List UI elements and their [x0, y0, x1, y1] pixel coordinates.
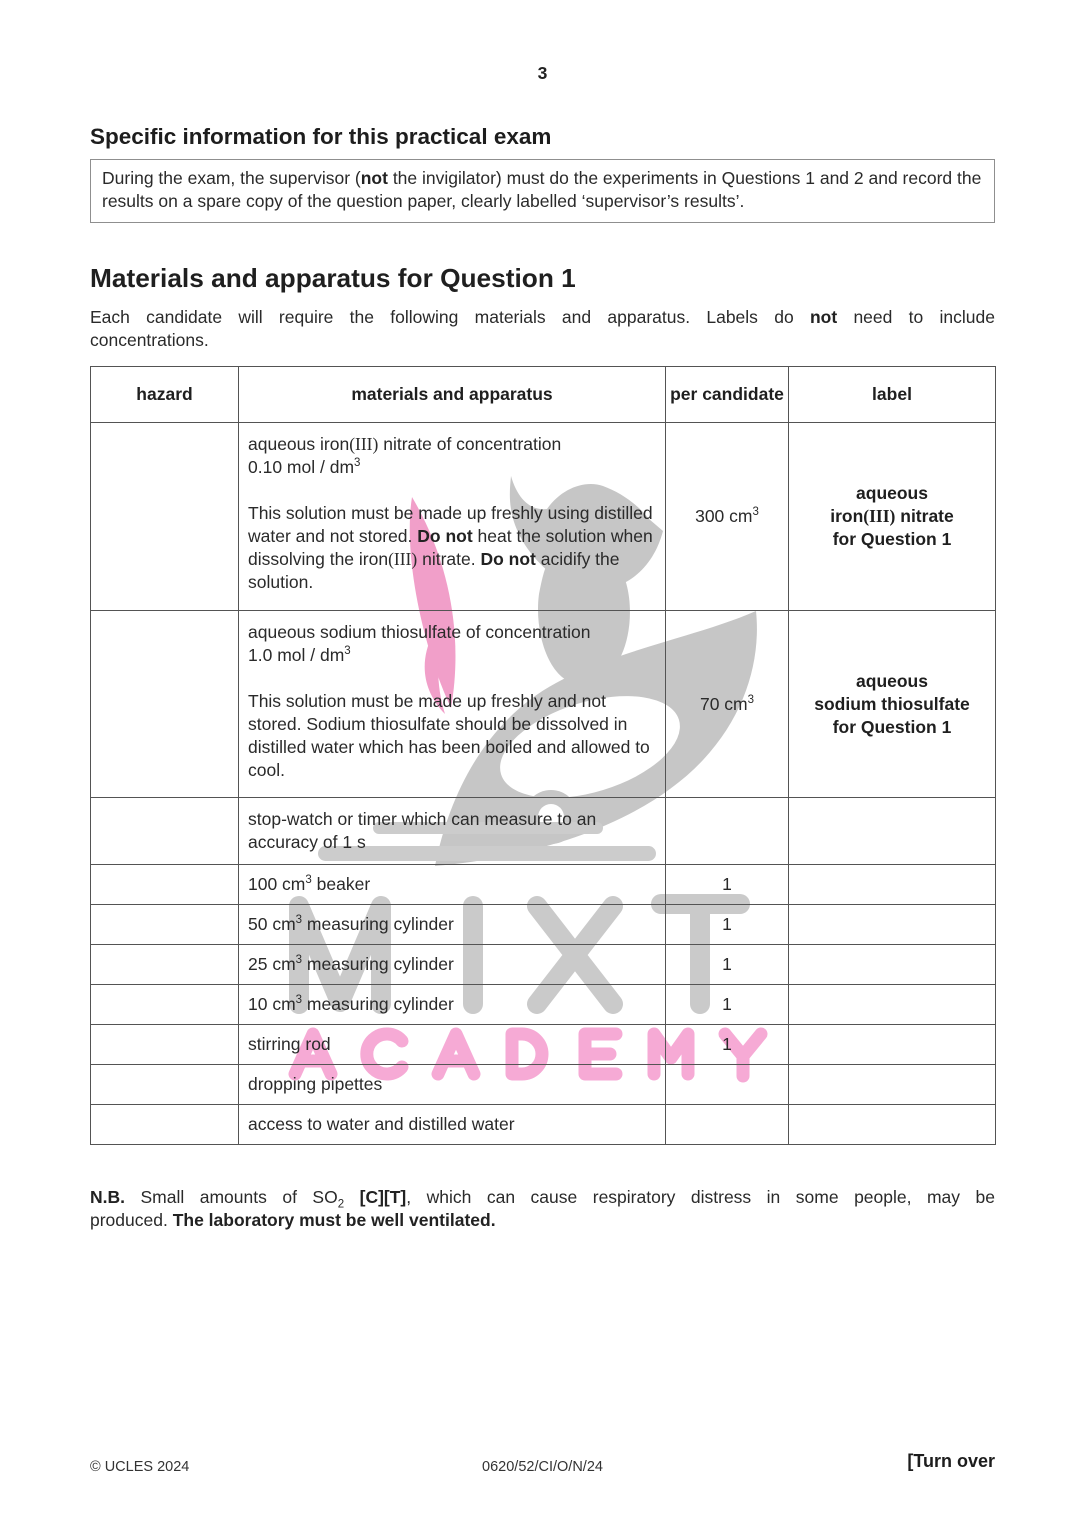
footer-paper-code: 0620/52/CI/O/N/24	[482, 1459, 603, 1475]
hazard-cell	[91, 611, 239, 798]
hazard-cell	[91, 1065, 239, 1105]
materials-paragraph: This solution must be made up freshly using distilled water and not stored. Do not heat the solution when dissolving the iron(III) nitrate. Do not acidify the solution.	[248, 503, 653, 592]
superscript-3: 3	[295, 994, 303, 1007]
materials-cell: 10 $cm^3$ measuring cylinder	[239, 985, 666, 1025]
label-cell	[789, 945, 996, 985]
label-cell	[789, 1105, 996, 1145]
intro-line1: Each candidate will require the following materials and apparatus. Labels do not need to include	[90, 306, 995, 327]
materials-cell: 50 $cm^3$ measuring cylinder	[239, 905, 666, 945]
materials-cell	[239, 611, 666, 798]
per-candidate-cell	[666, 1065, 789, 1105]
materials-line2: 1.0 mol / $dm^3$	[248, 645, 351, 665]
label-cell: aqueous sodium thiosulfate for Question 1	[789, 611, 996, 798]
section-heading: Materials and apparatus for Question 1	[90, 262, 576, 293]
superscript-3: 3	[305, 874, 312, 887]
table-row-25-cylinder	[91, 945, 996, 985]
per-candidate-cell	[666, 1105, 789, 1145]
hazard-cell	[91, 1105, 239, 1145]
nb-line2: produced. The laboratory must be well ventilated.	[90, 1209, 496, 1230]
per-candidate-cell: 1	[666, 865, 789, 905]
materials-line1: aqueous iron(III) nitrate of concentration	[248, 434, 562, 454]
hazard-cell	[91, 905, 239, 945]
materials-paragraph: This solution must be made up freshly and not stored. Sodium thiosulfate should be dissolved in distilled water which has been boiled and allowed to cool.	[248, 691, 650, 780]
table-row-sodium-thiosulfate	[91, 611, 996, 798]
table-row-iron-nitrate	[91, 423, 996, 611]
label-cell	[789, 985, 996, 1025]
superscript-3: 3	[295, 914, 303, 927]
nb-paragraph	[90, 1186, 995, 1232]
table-row-10-cylinder	[91, 985, 996, 1025]
note-line2: and record the results on a spare copy of the question paper, clearly labelled ‘supervisor’s results’.	[102, 168, 982, 211]
per-candidate-cell: 1	[666, 985, 789, 1025]
note-line1: During the exam, the supervisor (not the invigilator) must do the experiments in Questions 1 and 2	[102, 168, 864, 188]
hazard-cell	[91, 985, 239, 1025]
table-row-stopwatch	[91, 798, 996, 865]
page-number: 3	[537, 63, 548, 83]
label-cell	[789, 1025, 996, 1065]
label-cell	[789, 798, 996, 865]
materials-cell	[239, 423, 666, 611]
subscript-2: 2	[337, 1198, 345, 1210]
superscript-3: 3	[344, 645, 351, 658]
footer-turn-over: [Turn over	[907, 1451, 995, 1471]
table-row-stirring-rod	[91, 1025, 996, 1065]
materials-cell: dropping pipettes	[239, 1065, 666, 1105]
hazard-cell	[91, 945, 239, 985]
per-candidate-cell: 1	[666, 1025, 789, 1065]
materials-cell: 25 $cm^3$ measuring cylinder	[239, 945, 666, 985]
supervisor-note-box	[90, 159, 995, 223]
header-hazard: hazard	[91, 367, 239, 423]
table-row-water-access	[91, 1105, 996, 1145]
materials-cell: access to water and distilled water	[239, 1105, 666, 1145]
label-cell	[789, 905, 996, 945]
per-candidate-cell: 300 $cm^3$	[666, 423, 789, 611]
intro-line2: concentrations.	[90, 329, 209, 350]
materials-cell: 100 $cm^3$ beaker	[239, 865, 666, 905]
header-materials: materials and apparatus	[239, 367, 666, 423]
label-cell	[789, 865, 996, 905]
hazard-cell	[91, 1025, 239, 1065]
header-per-candidate: per candidate	[666, 367, 789, 423]
table-row-beaker	[91, 865, 996, 905]
per-candidate-cell	[666, 798, 789, 865]
hazard-cell	[91, 798, 239, 865]
table-row-50-cylinder	[91, 905, 996, 945]
page-content	[90, 0, 995, 1536]
table-row-dropping-pipettes	[91, 1065, 996, 1105]
superscript-3: 3	[295, 954, 303, 967]
materials-cell: stop-watch or timer which can measure to an accuracy of 1 s	[239, 798, 666, 865]
page-title: Specific information for this practical exam	[90, 124, 552, 150]
per-candidate-cell: 1	[666, 905, 789, 945]
hazard-cell	[91, 865, 239, 905]
materials-line1: aqueous sodium thiosulfate of concentration	[248, 622, 591, 642]
label-cell: aqueous iron(III) nitrate for Question 1	[789, 423, 996, 611]
hazard-cell	[91, 423, 239, 611]
footer-copyright: © UCLES 2024	[90, 1459, 190, 1475]
superscript-3: 3	[747, 693, 755, 706]
label-cell	[789, 1065, 996, 1105]
materials-cell: stirring rod	[239, 1025, 666, 1065]
intro-paragraph	[90, 306, 995, 352]
per-candidate-cell: 1	[666, 945, 789, 985]
materials-line2: 0.10 mol / $dm^3$	[248, 457, 361, 477]
nb-line1: N.B. Small amounts of $SO_2$ [C][T], which can cause respiratory distress in some people, may be	[90, 1186, 995, 1210]
header-label: label	[789, 367, 996, 423]
superscript-3: 3	[354, 457, 361, 470]
superscript-3: 3	[752, 506, 759, 519]
materials-table	[90, 366, 996, 1145]
per-candidate-cell: 70 $cm^3$	[666, 611, 789, 798]
table-header-row	[91, 367, 996, 423]
